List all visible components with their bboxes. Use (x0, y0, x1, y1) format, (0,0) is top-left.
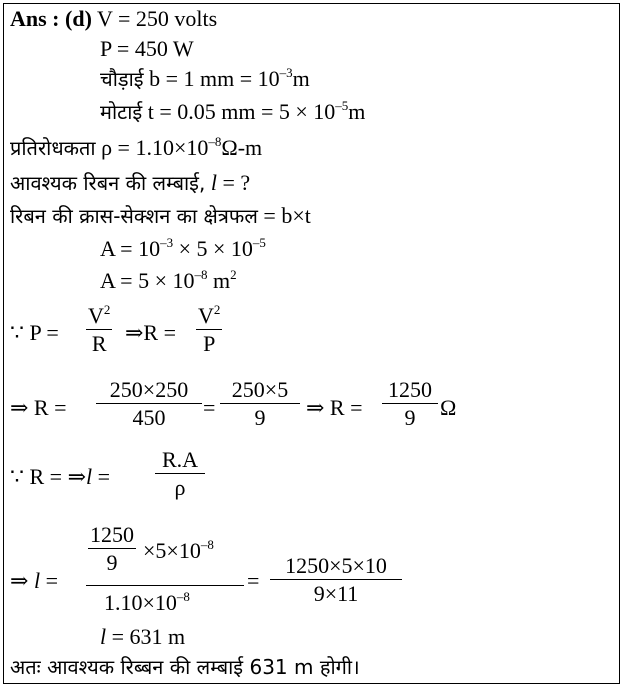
result-variable: l (100, 624, 107, 649)
r-calc-numerator-2: 250×5 (231, 377, 289, 402)
final-rhs-fraction (270, 555, 402, 605)
r-calc-lhs: ⇒ R = (10, 395, 67, 420)
area-step-1-base: A = 10 (100, 236, 161, 261)
length-question-label: आवश्यक रिबन की लम्बाई, (10, 171, 206, 195)
area-step-2-exp: –8 (194, 267, 208, 282)
r-calc-implies: ⇒ R = (306, 395, 363, 420)
final-inner-numerator: 1250 (90, 522, 134, 547)
thickness-exponent: –5 (335, 98, 349, 113)
thickness-value: t = 0.05 mm = 5 × 10 (147, 99, 336, 124)
given-power: P = 450 W (100, 36, 194, 61)
fraction-bar (155, 473, 205, 474)
length-question-line (10, 172, 250, 194)
r-calc-numerator-3: 1250 (388, 377, 432, 402)
r-calc-fraction-3 (382, 379, 438, 429)
area-step-2-unit-exp: 2 (230, 267, 237, 282)
final-numerator-tail-text: ×5×10 (143, 538, 201, 563)
r-calc-denominator-3: 9 (404, 405, 416, 430)
final-main-bar (86, 585, 244, 586)
result-line (100, 626, 185, 648)
r-calc-denominator-2: 9 (254, 405, 266, 430)
fraction-bar (196, 329, 222, 330)
power-denominator: R (91, 331, 107, 356)
width-label: चौड़ाई (100, 67, 144, 91)
relation-fraction (155, 449, 205, 499)
fraction-bar (220, 403, 300, 404)
final-lhs-line (10, 570, 58, 592)
thickness-label: मोटाई (100, 100, 143, 124)
fraction-bar (382, 403, 438, 404)
area-step-1-exp-2: –5 (252, 235, 266, 250)
power-lhs: ∵ P = (10, 320, 59, 345)
final-denominator-exp: –8 (176, 589, 190, 604)
final-numerator-tail-exp: –8 (200, 537, 214, 552)
length-variable: l (210, 170, 217, 195)
conclusion: अतः आवश्यक रिब्बन की लम्बाई 631 m होगी। (10, 655, 360, 679)
r-calc-denominator-1: 450 (132, 405, 166, 430)
thickness-unit: m (348, 99, 366, 124)
area-step-2 (100, 267, 237, 293)
relation-line (10, 466, 110, 488)
area-step-2-unit: m (213, 268, 231, 293)
resistivity-line (10, 134, 263, 160)
fraction-bar (270, 579, 402, 580)
final-numerator-tail (143, 537, 214, 563)
power-fraction (86, 302, 112, 356)
r-calc-fraction-1 (96, 379, 202, 429)
area-step-2-base: A = 5 × 10 (100, 268, 195, 293)
final-variable: l (33, 568, 41, 593)
fraction-bar (88, 548, 136, 549)
resistivity-label: प्रतिरोधकता (10, 136, 96, 160)
power-implies: ⇒R = (125, 320, 177, 345)
r-calc-numerator-1: 250×250 (109, 377, 189, 402)
thickness-line (100, 98, 366, 124)
length-question-rest: = ? (222, 170, 251, 195)
power-numerator-exp: 2 (103, 302, 111, 317)
area-step-1 (100, 235, 266, 261)
final-denominator-text: 1.10×10 (104, 590, 177, 615)
answer-label: Ans : (d) (10, 6, 92, 31)
width-exponent: –3 (279, 65, 293, 80)
relation-equals: = (97, 464, 111, 489)
power-numerator: V (88, 303, 104, 328)
area-formula: = b×t (263, 203, 311, 228)
area-step-1-mid: × 5 × 10 (178, 236, 253, 261)
fraction-bar (86, 329, 112, 330)
given-voltage: V = 250 volts (97, 6, 218, 31)
width-unit: m (292, 66, 310, 91)
final-equals: = (45, 568, 58, 593)
r-calc-equals: = (203, 395, 216, 420)
power-r-numerator-exp: 2 (213, 302, 221, 317)
relation-numerator: R.A (161, 447, 199, 472)
resistivity-value: ρ = 1.10×10 (101, 135, 209, 160)
resistivity-exponent: –8 (208, 134, 222, 149)
relation-variable: l (86, 464, 93, 489)
area-label: रिबन की क्रास-सेक्शन का क्षेत्रफल (10, 204, 258, 228)
relation-denominator: ρ (174, 475, 186, 500)
power-r-fraction (196, 302, 222, 356)
fraction-bar (96, 403, 202, 404)
area-step-1-exp-1: –3 (160, 235, 174, 250)
result-value: = 631 m (111, 624, 186, 649)
answer-line (10, 8, 217, 30)
final-denominator (104, 589, 190, 615)
area-line (10, 205, 311, 227)
r-calc-fraction-2 (220, 379, 300, 429)
final-rhs-denominator: 9×11 (313, 581, 359, 606)
power-r-numerator: V (198, 303, 214, 328)
final-inner-denominator: 9 (106, 550, 118, 575)
width-value: b = 1 mm = 10 (149, 66, 280, 91)
width-line (100, 65, 310, 91)
final-inner-fraction (88, 524, 136, 574)
final-equals-2: = (247, 568, 260, 593)
final-implies: ⇒ (10, 568, 29, 593)
r-calc-unit: Ω (440, 395, 457, 420)
resistivity-unit: Ω-m (221, 135, 263, 160)
power-r-denominator: P (203, 331, 216, 356)
relation-lhs: ∵ R = ⇒ (10, 464, 87, 489)
final-rhs-numerator: 1250×5×10 (285, 553, 387, 578)
